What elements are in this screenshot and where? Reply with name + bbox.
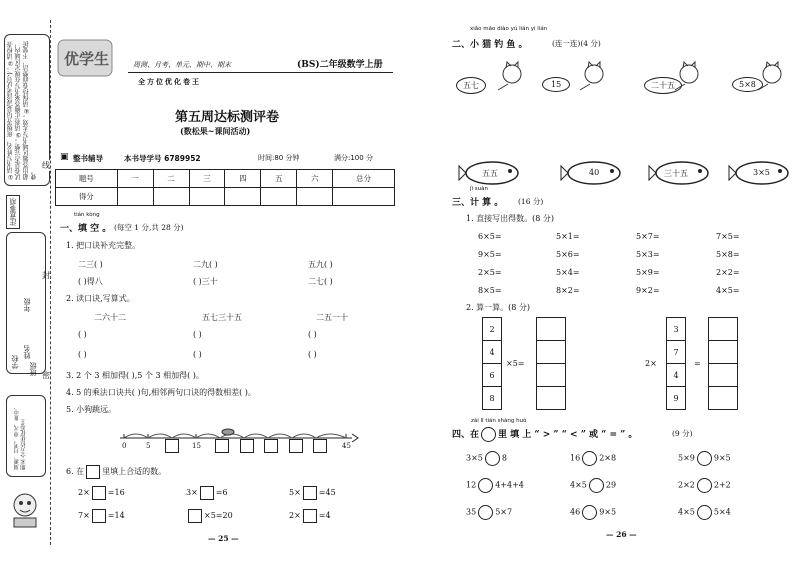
calc-cell[interactable]: 5×8=: [716, 250, 740, 259]
q6-left: 2×: [78, 488, 90, 497]
answer-cell[interactable]: [537, 364, 565, 387]
score-cell[interactable]: [189, 188, 225, 206]
q2-head: 五七三十五: [202, 313, 242, 322]
col-b-cell: 4: [667, 364, 685, 387]
book-icon: ▣: [60, 152, 69, 162]
compare-right: 2+2: [713, 480, 731, 490]
compare-item: [466, 451, 507, 466]
col-a-operator: ×5=: [506, 359, 525, 368]
q1-item[interactable]: 二三( ): [78, 260, 103, 269]
answer-box[interactable]: [200, 486, 214, 500]
compare-circle[interactable]: [697, 478, 712, 493]
q6-right: =45: [318, 488, 336, 497]
q6-right: =16: [107, 488, 125, 497]
fish-label: 五五: [482, 169, 498, 178]
left-margin: [0, 0, 52, 565]
compare-right: 2×8: [599, 453, 617, 463]
q6-text-a: 6. 在: [66, 467, 85, 476]
col-b-cell: 9: [673, 393, 679, 403]
sec1-pinyin: tián kòng: [74, 212, 100, 218]
q2-blank[interactable]: ( ): [193, 330, 202, 339]
score-cell[interactable]: [333, 188, 395, 206]
header-book: (BS)二年级数学上册: [297, 60, 383, 70]
q1-item[interactable]: ( )三十: [193, 277, 218, 286]
score-table: [55, 169, 395, 206]
compare-item: [466, 478, 524, 493]
answer-box[interactable]: [92, 486, 106, 500]
cat-label-text: 5×8: [739, 80, 756, 89]
compare-item: [466, 505, 512, 520]
sec1-title: 一、填 空 。: [60, 224, 112, 234]
calc-cell[interactable]: 5×1=: [556, 232, 580, 241]
q1-item[interactable]: ( )得八: [78, 277, 103, 286]
cat-label-text: 15: [551, 80, 562, 89]
q6-right: ×5=20: [204, 511, 233, 520]
calc-cell[interactable]: 5×4=: [556, 268, 580, 277]
q6-item: [289, 486, 336, 500]
score-cell[interactable]: [117, 188, 153, 206]
q2-text: 2. 读口诀,写算式。: [66, 294, 135, 303]
score-table-header-row: [56, 170, 395, 188]
q2-blank[interactable]: ( ): [78, 330, 87, 339]
header-series: 周测、月考、单元、期中、期末: [133, 61, 231, 69]
header-rule: [128, 72, 393, 73]
sec3-pinyin: jì suàn: [470, 186, 489, 192]
score-table-row: [56, 188, 395, 206]
q1-item[interactable]: 二九( ): [193, 260, 218, 269]
compare-circle[interactable]: [589, 478, 604, 493]
answer-cell[interactable]: [537, 387, 565, 409]
q6-item: [78, 486, 125, 500]
margin-brand-text: 周测、月考、单元、期中、期末 全方位优化卷王: [14, 404, 27, 470]
calc-cell[interactable]: 6×5=: [478, 232, 502, 241]
score-header-cell: 六: [297, 170, 333, 188]
score-cell[interactable]: [225, 188, 261, 206]
score-header-cell: 一: [117, 170, 153, 188]
score-cell[interactable]: [153, 188, 189, 206]
calc-cell[interactable]: 5×6=: [556, 250, 580, 259]
nl-blank[interactable]: [289, 439, 303, 453]
answer-cell[interactable]: [537, 318, 565, 341]
dog-icon: [222, 429, 234, 435]
sec3-score: (16 分): [518, 197, 544, 206]
score-header-cell: 总分: [333, 170, 395, 188]
page-subtitle: (数松果~课间活动): [180, 126, 251, 136]
q2-head: 二六十二: [94, 313, 126, 322]
nl-label: 5: [146, 442, 151, 450]
sec3-title: 三、计 算 。: [452, 198, 504, 208]
calc-cell[interactable]: 2×5=: [478, 268, 502, 277]
compare-circle[interactable]: [478, 505, 493, 520]
q6-right: =4: [318, 511, 331, 520]
fish-label: 40: [589, 168, 600, 177]
compare-item: [570, 451, 616, 466]
seal-line: [50, 20, 51, 545]
compare-right: 8: [501, 453, 507, 463]
answer-box[interactable]: [92, 509, 106, 523]
class-field[interactable]: 班级: [29, 362, 37, 376]
answer-cell[interactable]: [537, 341, 565, 364]
q6-item: [186, 486, 228, 500]
compare-circle[interactable]: [582, 451, 597, 466]
sec4-pinyin: zài lǐ tián shàng huò: [471, 418, 527, 424]
header-logo: [56, 36, 116, 82]
q6-left: 5×: [289, 488, 301, 497]
nl-blank[interactable]: [313, 439, 327, 453]
compare-right: 29: [605, 480, 617, 490]
answer-box[interactable]: [303, 486, 317, 500]
calc-cell[interactable]: 8×5=: [478, 286, 502, 295]
q5-text: 5. 小狗跳远。: [66, 405, 117, 414]
cat-label[interactable]: [644, 77, 682, 94]
compare-item: [570, 505, 616, 520]
grade-field[interactable]: 年级: [23, 298, 31, 312]
sec2-pinyin: xiǎo māo diào yú lián yi lián: [470, 26, 548, 32]
nl-label: 45: [342, 442, 351, 450]
col-a-cell: 8: [489, 393, 495, 403]
sec4-score: (9 分): [672, 429, 693, 438]
q2-blank[interactable]: ( ): [308, 330, 317, 339]
compare-right: 5×4: [713, 507, 731, 517]
cat-label[interactable]: [456, 77, 486, 94]
col-a-cell: 6: [483, 364, 501, 387]
score-header-cell: 题号: [56, 170, 118, 188]
calc-cell[interactable]: 8×2=: [556, 286, 580, 295]
compare-right: 5×7: [495, 507, 513, 517]
cat-label-text: 五七: [463, 81, 479, 90]
guide-label: 整书辅导: [73, 154, 103, 163]
svg-text:优学生: 优学生: [64, 50, 110, 68]
nl-label: 0: [122, 442, 127, 450]
notice-text: ①请书写姓名、班级等信息(或涂考试号)；②请检查试卷是否完整；③请将正确答案书写在规定区域内，超出答题区域书写无效；④请保持卷面整洁，不要折叠。: [7, 41, 38, 180]
col-b-cell: 3: [667, 318, 685, 341]
compare-left: 4×5: [570, 480, 587, 490]
compare-left: 16: [570, 453, 581, 463]
margin-logo: [8, 490, 42, 530]
q2-blank[interactable]: ( ): [193, 350, 202, 359]
nl-blank[interactable]: [215, 439, 229, 453]
compare-circle[interactable]: [485, 451, 500, 466]
fish-label: 三十五: [664, 169, 688, 178]
q6-right: =6: [215, 488, 228, 497]
cat-label[interactable]: [542, 77, 570, 92]
score-header-cell: 五: [261, 170, 297, 188]
q4-text[interactable]: 4. 5 的乘法口诀共( )句,相邻两句口诀的得数相差( )。: [66, 388, 256, 397]
answer-box[interactable]: [188, 509, 202, 523]
answer-column-a[interactable]: [536, 317, 566, 410]
sec4-title-a: 四、在: [452, 430, 480, 440]
nl-label: 15: [192, 442, 201, 450]
q6-left: 3×: [186, 488, 198, 497]
compare-circle[interactable]: [697, 451, 712, 466]
q6-left: 7×: [78, 511, 90, 520]
mascot-icon: [8, 490, 42, 530]
nl-blank[interactable]: [240, 439, 254, 453]
sec4-title: [452, 427, 637, 442]
sec1-note: (每空 1 分,共 28 分): [114, 223, 184, 232]
brand-logo-icon: [56, 36, 116, 82]
compare-left: 12: [466, 480, 477, 490]
score-cell[interactable]: [261, 188, 297, 206]
calc-cell[interactable]: 5×7=: [636, 232, 660, 241]
calc-cell[interactable]: 4×5=: [716, 286, 740, 295]
time-limit: 时间:80 分钟: [258, 154, 300, 162]
score-row-label: 得分: [56, 188, 118, 206]
seal-char-3: 密: [42, 371, 50, 380]
q2-blank[interactable]: ( ): [308, 350, 317, 359]
q6-text-b: 里填上合适的数。: [102, 467, 167, 476]
page-number-right: — 26 —: [606, 530, 637, 539]
sec2-title: 二、小 猫 钓 鱼 。: [452, 40, 528, 50]
compare-left: 4×5: [678, 507, 695, 517]
compare-item: [678, 478, 731, 493]
score-header-cell: 三: [189, 170, 225, 188]
compare-left: 3×5: [466, 453, 483, 463]
calc-q2: 2. 算一算。(8 分): [466, 303, 531, 312]
page-title: 第五周达标测评卷: [175, 110, 280, 125]
q2-head: 二五一十: [316, 313, 348, 322]
q1-text: 1. 把口诀补充完整。: [66, 241, 141, 250]
answer-cell[interactable]: [709, 318, 737, 341]
q2-blank[interactable]: ( ): [78, 350, 87, 359]
answer-box[interactable]: [303, 509, 317, 523]
cat-label-text: 二十五: [651, 81, 675, 90]
q6-item: [186, 509, 233, 523]
sec2-sub: (连一连)(4 分): [552, 39, 601, 48]
compare-right: 9×5: [599, 507, 617, 517]
col-a-cell: 4: [483, 341, 501, 364]
compare-circle[interactable]: [478, 478, 493, 493]
seal-char-1: 线: [42, 161, 50, 170]
nl-blank[interactable]: [264, 439, 278, 453]
compare-left: 2×2: [678, 480, 695, 490]
calc-q1: 1. 直接写出得数。(8 分): [466, 214, 555, 223]
calc-cell[interactable]: 7×5=: [716, 232, 740, 241]
compare-item: [570, 478, 616, 493]
name-field[interactable]: 姓名: [23, 345, 31, 359]
calc-cell[interactable]: 9×2=: [636, 286, 660, 295]
full-score: 满分:100 分: [334, 154, 373, 162]
calc-cell[interactable]: 2×2=: [716, 268, 740, 277]
q6-right: =14: [107, 511, 125, 520]
col-b-cell: 7: [667, 341, 685, 364]
nl-blank[interactable]: [165, 439, 179, 453]
answer-column-b[interactable]: [708, 317, 738, 410]
square-icon: [86, 465, 100, 479]
col-b-operator: 2×: [645, 359, 657, 368]
q6-item: [78, 509, 125, 523]
answer-cell[interactable]: [709, 387, 737, 409]
compare-left: 35: [466, 507, 477, 517]
compare-circle[interactable]: [582, 505, 597, 520]
q6-text: [66, 465, 166, 479]
score-header-cell: 四: [225, 170, 261, 188]
compare-left: 46: [570, 507, 581, 517]
calc-cell[interactable]: 9×5=: [478, 250, 502, 259]
seal-char-2: 封: [42, 271, 50, 280]
page-number-left: — 25 —: [208, 534, 239, 543]
q1-item[interactable]: 二七( ): [308, 277, 333, 286]
answer-cell[interactable]: [709, 364, 737, 387]
guide-code: 本书导学号 6789952: [124, 154, 201, 163]
q6-left: 2×: [289, 511, 301, 520]
compare-right: 4+4+4: [495, 480, 524, 490]
col-b-equals: =: [694, 359, 701, 368]
q3-text[interactable]: 3. 2 个 3 相加得( ),5 个 3 相加得( )。: [66, 371, 204, 380]
compare-item: [678, 451, 731, 466]
col-a-cell: 2: [483, 318, 501, 341]
calc-cell[interactable]: 5×3=: [636, 250, 660, 259]
cat-label[interactable]: [732, 77, 763, 92]
answer-cell[interactable]: [709, 341, 737, 364]
multiplicand-column-a: [482, 317, 502, 410]
notice-label: 注意事项: [6, 195, 20, 229]
compare-right: 9×5: [713, 453, 731, 463]
fish-label: 3×5: [753, 168, 770, 177]
multiplicand-column-b: [666, 317, 686, 410]
school-field[interactable]: 学校: [11, 355, 19, 369]
score-cell[interactable]: [297, 188, 333, 206]
sec4-title-b: 里 填 上 “ > ” “ < ” 或 “ = ” 。: [498, 430, 638, 440]
calc-cell[interactable]: 5×9=: [636, 268, 660, 277]
circle-icon: [481, 427, 496, 442]
compare-item: [678, 505, 731, 520]
q1-item[interactable]: 五九( ): [308, 260, 333, 269]
compare-circle[interactable]: [697, 505, 712, 520]
compare-left: 5×9: [678, 453, 695, 463]
header-tagline: 全方位优化卷王: [138, 78, 201, 86]
q6-item: [289, 509, 331, 523]
score-header-cell: 二: [153, 170, 189, 188]
